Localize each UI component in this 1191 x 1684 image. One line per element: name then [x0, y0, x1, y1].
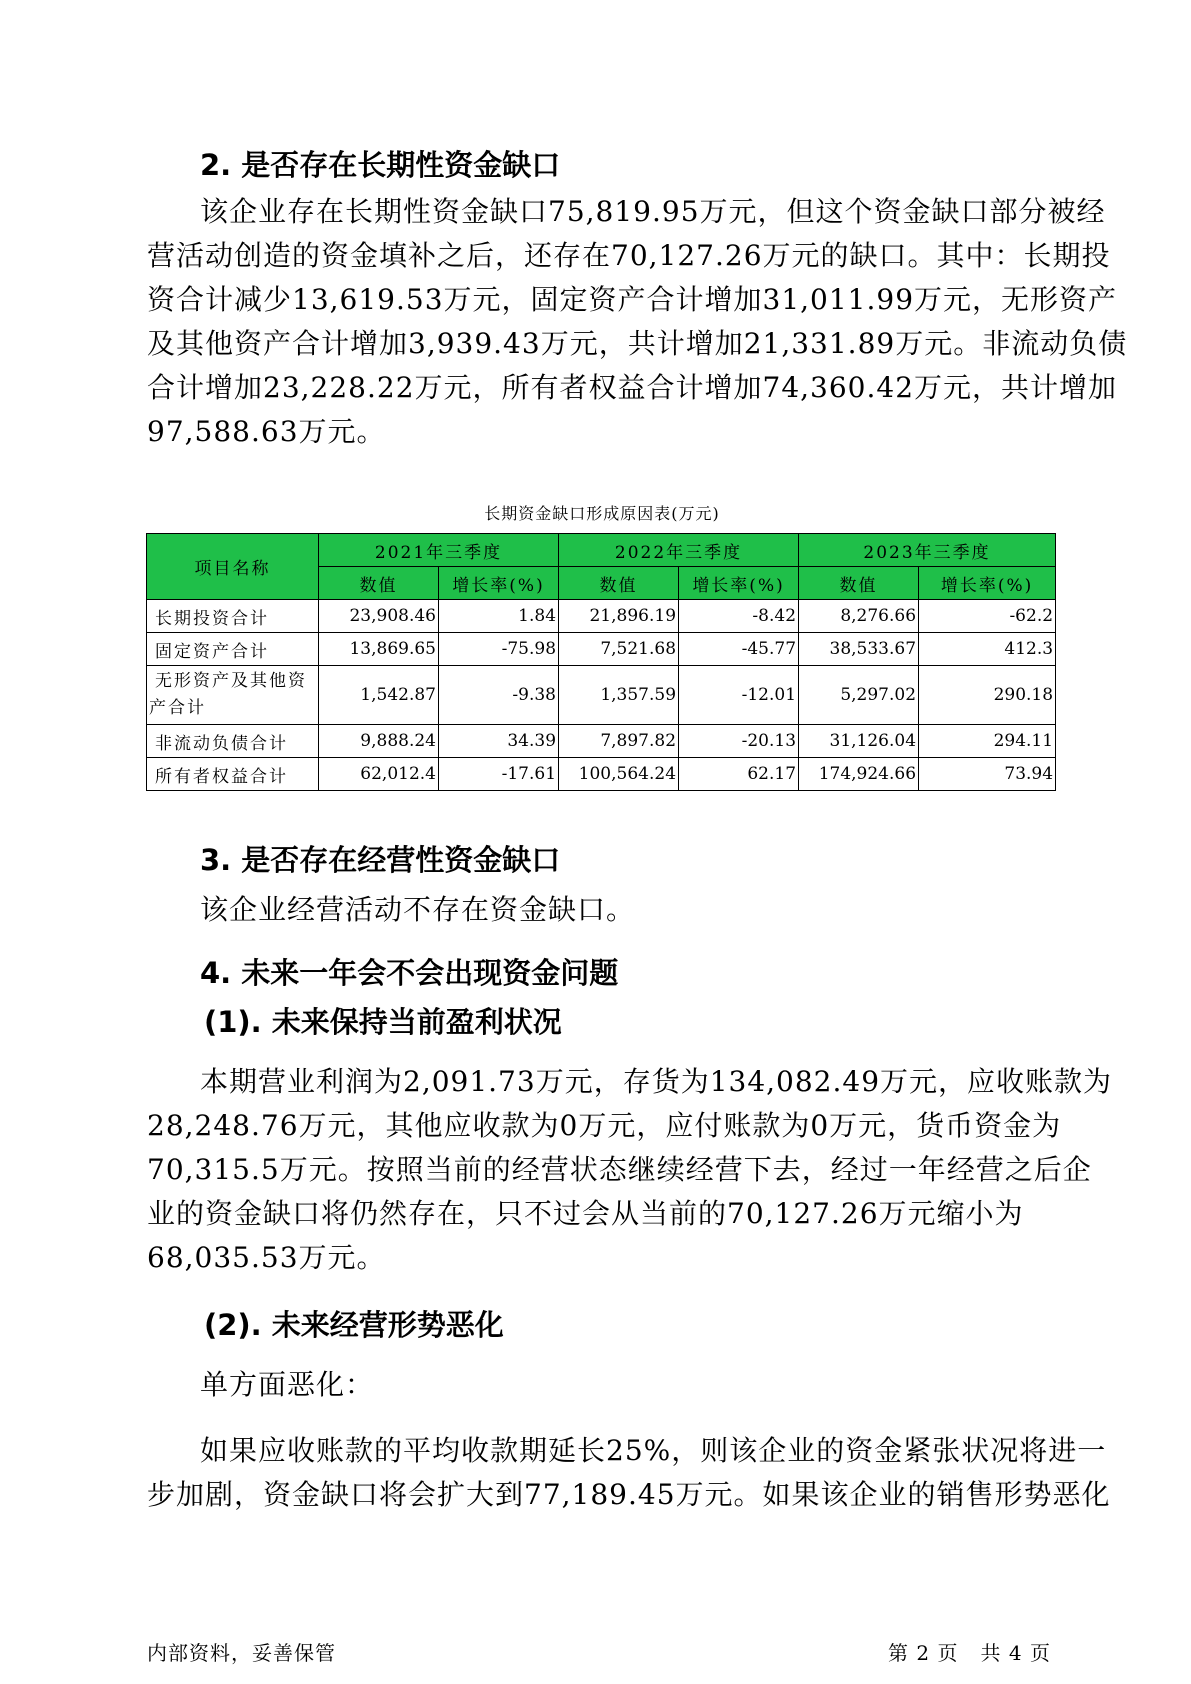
para-line: 本期营业利润为2,091.73万元，存货为134,082.49万元，应收账款为: [200, 1065, 1113, 1098]
cell-growth: 412.3: [919, 633, 1056, 666]
header-growth: 增长率(%): [919, 567, 1056, 600]
single-aspect-label: 单方面恶化：: [200, 1368, 375, 1401]
cell-growth: -9.38: [439, 666, 559, 725]
row-name: 所有者权益合计: [147, 758, 319, 791]
funding-gap-table: [146, 533, 1056, 791]
cell-growth: 294.11: [919, 725, 1056, 758]
table-row: [147, 600, 1056, 633]
footer-confidential: 内部资料，妥善保管: [147, 1641, 336, 1665]
row-name-line: 产合计: [149, 698, 206, 718]
cell-value: 100,564.24: [559, 758, 679, 791]
cell-value: 13,869.65: [319, 633, 439, 666]
table-row: [147, 725, 1056, 758]
section-4-2-heading: (2). 未来经营形势恶化: [204, 1308, 504, 1342]
cell-growth: 290.18: [919, 666, 1056, 725]
para-line: 70,315.5万元。按照当前的经营状态继续经营下去，经过一年经营之后企: [147, 1153, 1092, 1186]
section-3-heading: 3. 是否存在经营性资金缺口: [200, 843, 561, 877]
header-growth: 增长率(%): [439, 567, 559, 600]
para-line: 28,248.76万元，其他应收款为0万元，应付账款为0万元，货币资金为: [147, 1109, 1062, 1142]
cell-growth: -20.13: [679, 725, 799, 758]
para-line: 该企业存在长期性资金缺口75,819.95万元，但这个资金缺口部分被经: [200, 195, 1106, 228]
para-line: 及其他资产合计增加3,939.43万元，共计增加21,331.89万元。非流动负债: [147, 327, 1128, 360]
header-value: 数值: [319, 567, 439, 600]
header-value: 数值: [799, 567, 919, 600]
cell-growth: 73.94: [919, 758, 1056, 791]
cell-value: 21,896.19: [559, 600, 679, 633]
cell-growth: -62.2: [919, 600, 1056, 633]
section-2-heading: 2. 是否存在长期性资金缺口: [200, 148, 561, 182]
cell-growth: 62.17: [679, 758, 799, 791]
para-line: 业的资金缺口将仍然存在，只不过会从当前的70,127.26万元缩小为: [147, 1197, 1024, 1230]
cell-value: 23,908.46: [319, 600, 439, 633]
cell-value: 7,521.68: [559, 633, 679, 666]
para-line: 68,035.53万元。: [147, 1241, 386, 1274]
footer-page-number: 第 2 页 共 4 页: [888, 1641, 1051, 1665]
table-row: [147, 758, 1056, 791]
cell-growth: 1.84: [439, 600, 559, 633]
header-period: 2023年三季度: [799, 534, 1056, 567]
cell-value: 38,533.67: [799, 633, 919, 666]
header-value: 数值: [559, 567, 679, 600]
header-period: 2021年三季度: [319, 534, 559, 567]
cell-value: 9,888.24: [319, 725, 439, 758]
cell-growth: -12.01: [679, 666, 799, 725]
row-name: [147, 666, 319, 725]
row-name: 长期投资合计: [147, 600, 319, 633]
row-name: 非流动负债合计: [147, 725, 319, 758]
cell-growth: -17.61: [439, 758, 559, 791]
cell-growth: -8.42: [679, 600, 799, 633]
row-name: 固定资产合计: [147, 633, 319, 666]
cell-value: 1,357.59: [559, 666, 679, 725]
cell-value: 62,012.4: [319, 758, 439, 791]
cell-value: 7,897.82: [559, 725, 679, 758]
cell-growth: -75.98: [439, 633, 559, 666]
para-line: 步加剧，资金缺口将会扩大到77,189.45万元。如果该企业的销售形势恶化: [147, 1478, 1111, 1511]
para-line: 营活动创造的资金填补之后，还存在70,127.26万元的缺口。其中：长期投: [147, 239, 1111, 272]
header-item-name: 项目名称: [147, 534, 319, 600]
header-growth: 增长率(%): [679, 567, 799, 600]
cell-value: 174,924.66: [799, 758, 919, 791]
cell-value: 1,542.87: [319, 666, 439, 725]
header-period: 2022年三季度: [559, 534, 799, 567]
para-line: 97,588.63万元。: [147, 415, 386, 448]
cell-growth: -45.77: [679, 633, 799, 666]
table-row: [147, 666, 1056, 725]
para-line: 合计增加23,228.22万元，所有者权益合计增加74,360.42万元，共计增加: [147, 371, 1118, 404]
cell-value: 8,276.66: [799, 600, 919, 633]
cell-value: 31,126.04: [799, 725, 919, 758]
cell-value: 5,297.02: [799, 666, 919, 725]
table-caption: 长期资金缺口形成原因表(万元): [484, 504, 720, 523]
section-4-1-heading: (1). 未来保持当前盈利状况: [204, 1005, 562, 1039]
para-line: 资合计减少13,619.53万元，固定资产合计增加31,011.99万元，无形资产: [147, 283, 1118, 316]
section-3-paragraph: 该企业经营活动不存在资金缺口。: [200, 893, 636, 926]
cell-growth: 34.39: [439, 725, 559, 758]
section-4-heading: 4. 未来一年会不会出现资金问题: [200, 956, 619, 990]
row-name-line: 无形资产及其他资: [155, 671, 307, 691]
para-line: 如果应收账款的平均收款期延长25%，则该企业的资金紧张状况将进一: [200, 1434, 1107, 1467]
table-row: [147, 633, 1056, 666]
